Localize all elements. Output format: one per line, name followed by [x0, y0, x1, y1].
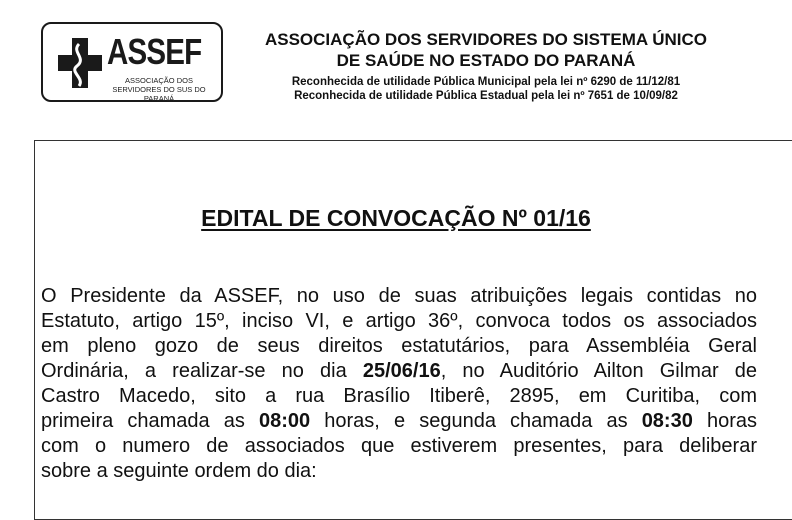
recognition-state: Reconhecida de utilidade Pública Estadual pela lei nº 7651 de 10/09/82	[294, 90, 678, 102]
convocation-paragraph	[41, 284, 757, 484]
second-call-time: 08:30	[641, 410, 693, 432]
paragraph-line: O Presidente da ASSEF, no uso de suas atribuições legais contidas no	[41, 285, 757, 307]
first-call-time: 08:00	[258, 410, 311, 432]
paragraph-line: primeira chamada as 08:00 horas, e segunda chamada as 08:30 horas	[41, 410, 757, 432]
paragraph-line: com o numero de associados que estiverem presentes, para deliberar	[41, 435, 757, 457]
health-cross-icon	[57, 36, 103, 90]
logo-name: ASSEF	[107, 31, 202, 72]
paragraph-line: Ordinária, a realizar-se no dia 25/06/16, no Auditório Ailton Gilmar de	[41, 360, 758, 382]
organization-header	[236, 29, 736, 103]
assef-logo	[41, 22, 223, 102]
meeting-date: 25/06/16	[362, 360, 441, 382]
paragraph-line: Castro Macedo, sito a rua Brasílio Itiberê, 2895, em Curitiba, com	[41, 385, 757, 407]
org-name-line1: ASSOCIAÇÃO DOS SERVIDORES DO SISTEMA ÚNICO	[264, 30, 708, 49]
paragraph-line: em pleno gozo de seus direitos estatutários, para Assembléia Geral	[41, 335, 757, 357]
edital-title: EDITAL DE CONVOCAÇÃO Nº 01/16	[201, 205, 591, 231]
logo-subtitle: ASSOCIAÇÃO DOS SERVIDORES DO SUS DO PARANÁ	[112, 76, 206, 103]
paragraph-line: sobre a seguinte ordem do dia:	[41, 460, 317, 482]
paragraph-line: Estatuto, artigo 15º, inciso VI, e artigo 36º, convoca todos os associados	[41, 310, 757, 332]
recognition-municipal: Reconhecida de utilidade Pública Municipal pela lei nº 6290 de 11/12/81	[291, 76, 681, 88]
org-name-line2: DE SAÚDE NO ESTADO DO PARANÁ	[336, 51, 636, 70]
